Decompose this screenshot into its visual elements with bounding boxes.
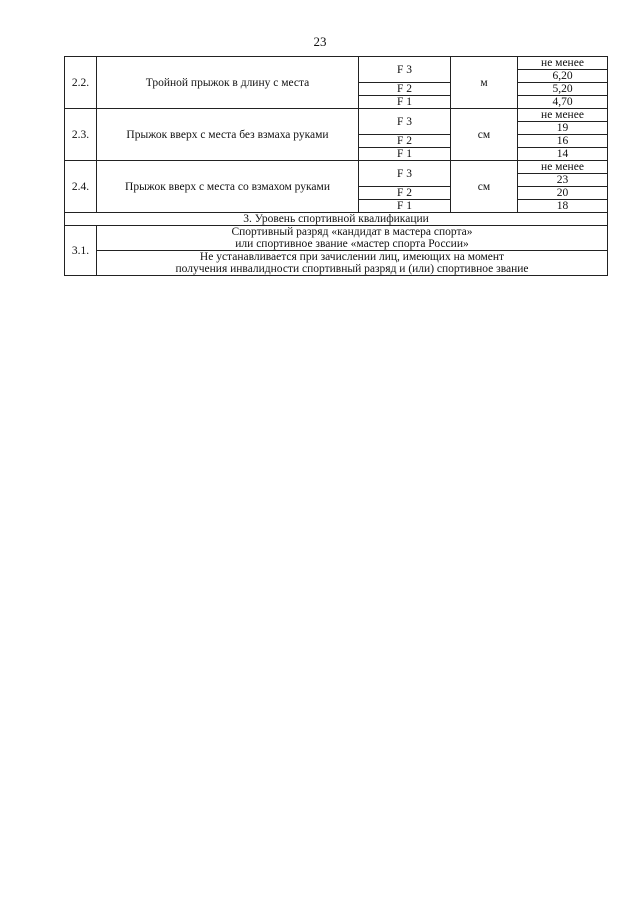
unit-cell: м bbox=[451, 57, 518, 109]
value-cell: 19 bbox=[518, 122, 608, 135]
row-number: 2.3. bbox=[65, 109, 97, 161]
norms-table bbox=[64, 56, 608, 276]
value-cell: 14 bbox=[518, 148, 608, 161]
qualification-cell bbox=[97, 226, 608, 251]
value-cell: 16 bbox=[518, 135, 608, 148]
class-cell: F 2 bbox=[359, 83, 451, 96]
qualification-note-line: получения инвалидности спортивный разряд и (или) спортивное звание bbox=[175, 263, 529, 275]
class-cell: F 3 bbox=[359, 161, 451, 187]
exercise-name: Тройной прыжок в длину с места bbox=[97, 57, 359, 109]
class-cell: F 2 bbox=[359, 187, 451, 200]
table-row bbox=[65, 57, 608, 70]
qualification-line: Спортивный разряд «кандидат в мастера спорта» bbox=[231, 226, 473, 238]
value-header: не менее bbox=[518, 109, 608, 122]
class-cell: F 2 bbox=[359, 135, 451, 148]
value-cell: 20 bbox=[518, 187, 608, 200]
exercise-name: Прыжок вверх с места без взмаха руками bbox=[97, 109, 359, 161]
table-row bbox=[65, 161, 608, 174]
value-cell: 23 bbox=[518, 174, 608, 187]
value-cell: 4,70 bbox=[518, 96, 608, 109]
qualification-note-line: Не устанавливается при зачислении лиц, имеющих на момент bbox=[199, 251, 505, 263]
class-cell: F 1 bbox=[359, 148, 451, 161]
value-header: не менее bbox=[518, 161, 608, 174]
section-header-row bbox=[65, 213, 608, 226]
value-cell: 18 bbox=[518, 200, 608, 213]
class-cell: F 3 bbox=[359, 57, 451, 83]
value-cell: 5,20 bbox=[518, 83, 608, 96]
table-row bbox=[65, 109, 608, 122]
row-number: 3.1. bbox=[65, 226, 97, 276]
class-cell: F 1 bbox=[359, 200, 451, 213]
class-cell: F 1 bbox=[359, 96, 451, 109]
row-number: 2.2. bbox=[65, 57, 97, 109]
exercise-name: Прыжок вверх с места со взмахом руками bbox=[97, 161, 359, 213]
section-title: 3. Уровень спортивной квалификации bbox=[65, 213, 608, 226]
row-number: 2.4. bbox=[65, 161, 97, 213]
unit-cell: см bbox=[451, 161, 518, 213]
unit-cell: см bbox=[451, 109, 518, 161]
qualification-note-cell bbox=[97, 251, 608, 276]
table-row bbox=[65, 226, 608, 251]
page-number: 23 bbox=[313, 34, 327, 49]
qualification-line: или спортивное звание «мастер спорта России» bbox=[235, 238, 469, 250]
value-header: не менее bbox=[518, 57, 608, 70]
class-cell: F 3 bbox=[359, 109, 451, 135]
value-cell: 6,20 bbox=[518, 70, 608, 83]
